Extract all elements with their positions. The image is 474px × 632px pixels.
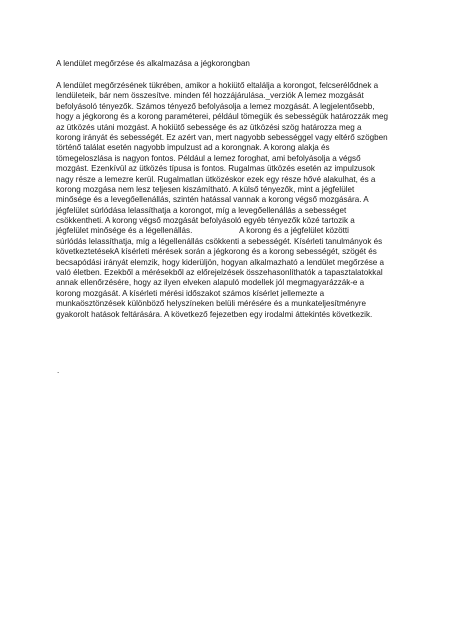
body-line: az ütközés utáni mozgást. A hokiütő sebessége és az ütközési szög határozza meg a — [56, 122, 362, 132]
body-line: súrlódás lelassíthatja, míg a légellenállás csökkenti a sebességét. Kísérleti tanulmányok és — [56, 236, 383, 246]
body-line: nagy része a lemezre kerül. Rugalmatlan ütközéskor ezek egy része hővé alakulhat, és a — [56, 174, 376, 184]
body-line: korong mozgását. A kísérleti mérési időszakot számos kísérlet jellemezte a — [56, 288, 325, 298]
body-line: következtetésekA kísérleti mérések során a jégkorong és a korong sebességét, szögét és — [56, 247, 377, 257]
body-line: való életben. Ezekből a mérésekből az előrejelzések összehasonlíthatók a tapasztalatokkal — [56, 268, 383, 278]
document-body — [56, 81, 426, 320]
document-title: A lendület megőrzése és alkalmazása a jégkorongban — [56, 59, 250, 68]
body-line: gyakorolt hatások feltárására. A következő fejezetben egy irodalmi áttekintés következik. — [56, 309, 373, 319]
body-line: lendületeik, bár nem összesítve. minden fél hozzájárulása._verziók A lemez mozgását — [56, 91, 364, 101]
body-line: hogy a jégkorong és a korong paraméterei, például tömegük és sebességük határozzák meg — [56, 112, 389, 122]
body-line: A lendület megőrzésének tükrében, amikor a hokiütő eltalálja a korongot, felcserélődnek a — [56, 81, 379, 90]
body-line: annak ellenőrzésére, hogy az ilyen elveken alapuló modellek jól megmagyarázzák-e a — [56, 278, 365, 288]
body-line: jégfelület súrlódása lelassíthatja a korongot, míg a levegőellenállás a sebességet — [56, 205, 347, 215]
body-line: jégfelület minősége és a légellenállás. A korong és a jégfelület közötti — [56, 226, 349, 236]
body-line: történő találat esetén nagyobb impulzust ad a korongnak. A korong alakja és — [56, 143, 330, 153]
body-line: csökkentheti. A korong végső mozgását befolyásoló egyéb tényezők közé tartozik a — [56, 216, 355, 226]
body-line: korong irányát és sebességét. Ez azért van, mert nagyobb sebességgel vagy eltérő szögben — [56, 132, 388, 142]
body-line: mozgást. Ezenkívül az ütközés típusa is fontos. Rugalmas ütközés esetén az impulzusok — [56, 164, 375, 174]
body-line: befolyásoló tényezők. Számos tényező befolyásolja a lemez mozgását. A legjelentősebb, — [56, 101, 375, 111]
body-line: becsapódási irányát elemzik, hogy kiderüljön, hogyan alkalmazható a lendület megőrzése a — [56, 257, 384, 267]
body-line: tömegeloszlása is nagyon fontos. Például a lemez foroghat, ami befolyásolja a végső — [56, 153, 361, 163]
body-line: korong mozgása nem lesz teljesen kiszámítható. A külső tényezők, mint a jégfelület — [56, 184, 355, 194]
trailing-period: . — [57, 366, 60, 375]
body-line: munkaösztönzések különböző helyszíneken belüli mérésére és a munkateljesítményre — [56, 299, 366, 309]
body-line: minősége és a levegőellenállás, szintén hatással vannak a korong végső mozgására. A — [56, 195, 369, 205]
